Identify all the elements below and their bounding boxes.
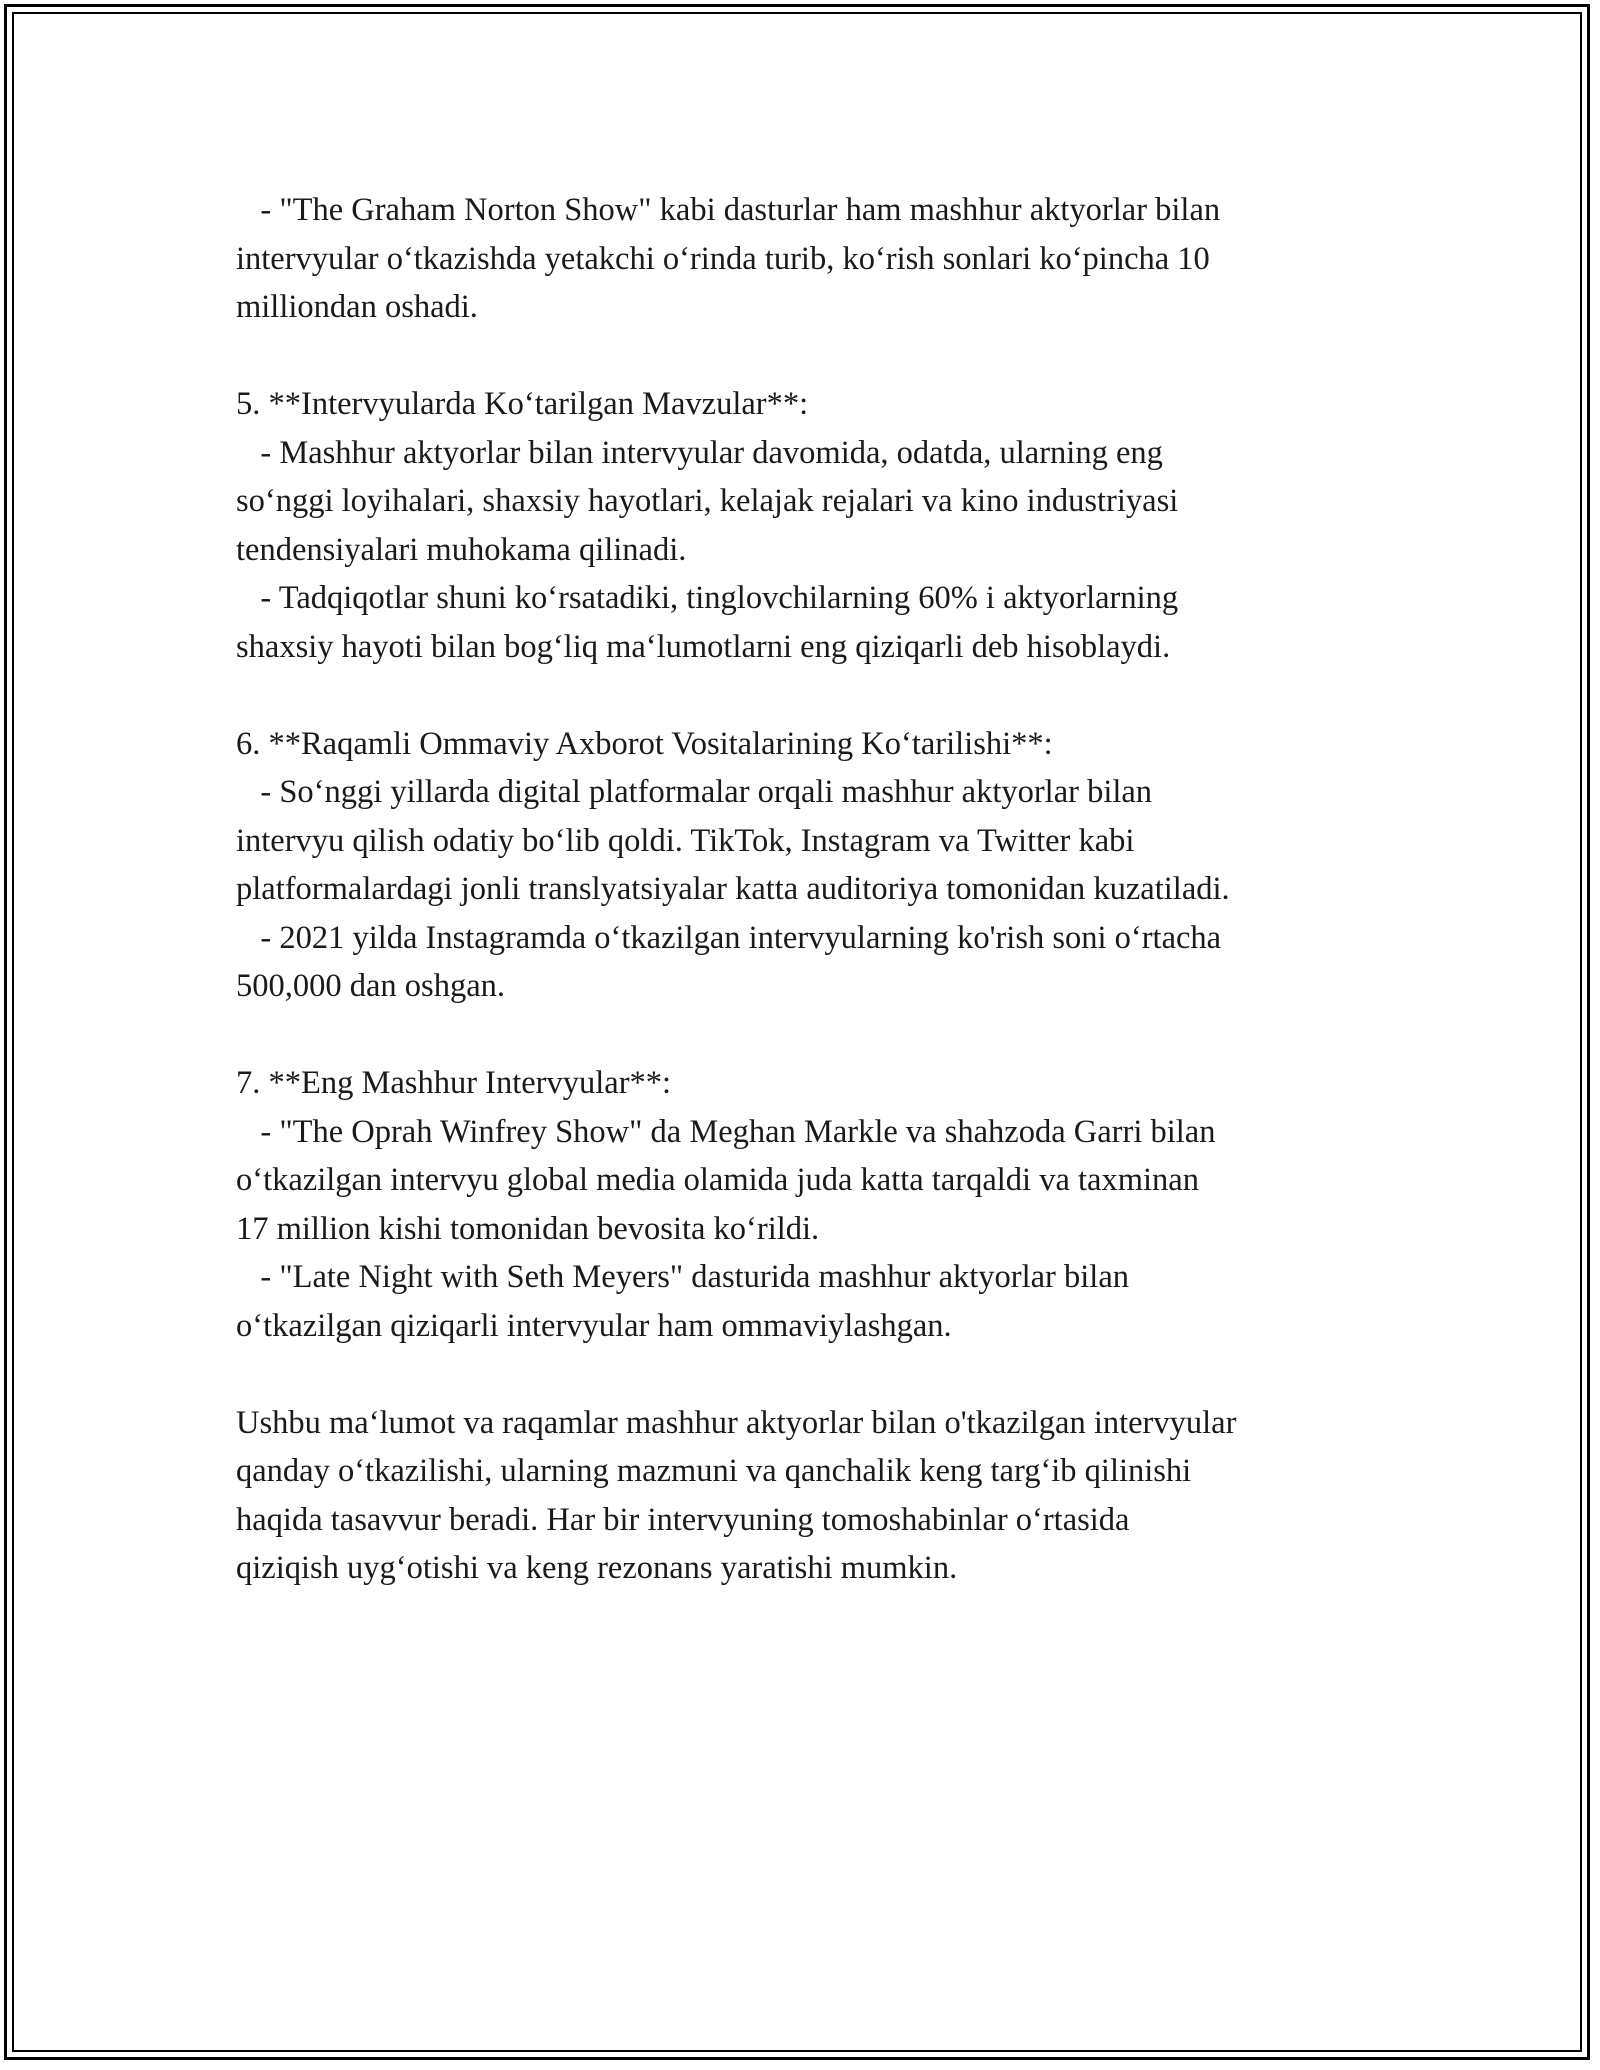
text-line: haqida tasavvur beradi. Har bir intervyuning tomoshabinlar o‘rtasida	[236, 1501, 1130, 1538]
text-line: platformalardagi jonli translyatsiyalar katta auditoriya tomonidan kuzatiladi.	[236, 871, 1230, 907]
paragraph-conclusion	[236, 1399, 1386, 1593]
text-line: 17 million kishi tomonidan bevosita ko‘rildi.	[236, 1210, 820, 1247]
text-line: milliondan oshadi.	[236, 289, 478, 325]
text-line: - So‘nggi yillarda digital platformalar orqali mashhur aktyorlar bilan	[236, 774, 1153, 810]
paragraph-spacer	[236, 1350, 1386, 1399]
text-line: - 2021 yilda Instagramda o‘tkazilgan intervyularning ko'rish soni o‘rtacha	[236, 919, 1222, 956]
text-line: qanday o‘tkazilishi, ularning mazmuni va qanchalik keng targ‘ib qilinishi	[236, 1453, 1192, 1489]
paragraph-spacer	[236, 1011, 1386, 1060]
text-line: - "The Oprah Winfrey Show" da Meghan Markle va shahzoda Garri bilan	[236, 1113, 1216, 1150]
text-line: - Mashhur aktyorlar bilan intervyular davomida, odatda, ularning eng	[236, 434, 1163, 471]
section-6-digital-media	[236, 720, 1386, 1011]
section-heading: 7. **Eng Mashhur Intervyular**:	[236, 1065, 672, 1101]
text-line: Ushbu ma‘lumot va raqamlar mashhur aktyorlar bilan o'tkazilgan intervyular	[236, 1404, 1237, 1441]
text-line: tendensiyalari muhokama qilinadi.	[236, 531, 687, 568]
text-line: o‘tkazilgan intervyu global media olamida juda katta tarqaldi va taxminan	[236, 1162, 1199, 1198]
text-line: o‘tkazilgan qiziqarli intervyular ham ommaviylashgan.	[236, 1307, 952, 1344]
section-heading: 5. **Intervyularda Ko‘tarilgan Mavzular**:	[236, 386, 809, 422]
text-line: - "Late Night with Seth Meyers" dasturida mashhur aktyorlar bilan	[236, 1259, 1129, 1295]
document-body	[236, 186, 1386, 1593]
section-5-topics	[236, 380, 1386, 671]
text-line: 500,000 dan oshgan.	[236, 968, 505, 1004]
section-heading: 6. **Raqamli Ommaviy Axborot Vositalarining Ko‘tarilishi**:	[236, 725, 1053, 762]
text-line: so‘nggi loyihalari, shaxsiy hayotlari, kelajak rejalari va kino industriyasi	[236, 483, 1179, 519]
text-line: - "The Graham Norton Show" kabi dasturlar ham mashhur aktyorlar bilan	[236, 192, 1221, 228]
text-line: intervyu qilish odatiy bo‘lib qoldi. TikTok, Instagram va Twitter kabi	[236, 822, 1135, 859]
section-7-famous-interviews	[236, 1059, 1386, 1350]
text-line: qiziqish uyg‘otishi va keng rezonans yaratishi mumkin.	[236, 1550, 958, 1586]
paragraph-graham-norton	[236, 186, 1386, 332]
text-line: shaxsiy hayoti bilan bog‘liq ma‘lumotlarni eng qiziqarli deb hisoblaydi.	[236, 628, 1171, 665]
paragraph-spacer	[236, 332, 1386, 381]
paragraph-spacer	[236, 671, 1386, 720]
text-line: intervyular o‘tkazishda yetakchi o‘rinda turib, ko‘rish sonlari ko‘pincha 10	[236, 240, 1210, 277]
text-line: - Tadqiqotlar shuni ko‘rsatadiki, tinglovchilarning 60% i aktyorlarning	[236, 580, 1179, 616]
